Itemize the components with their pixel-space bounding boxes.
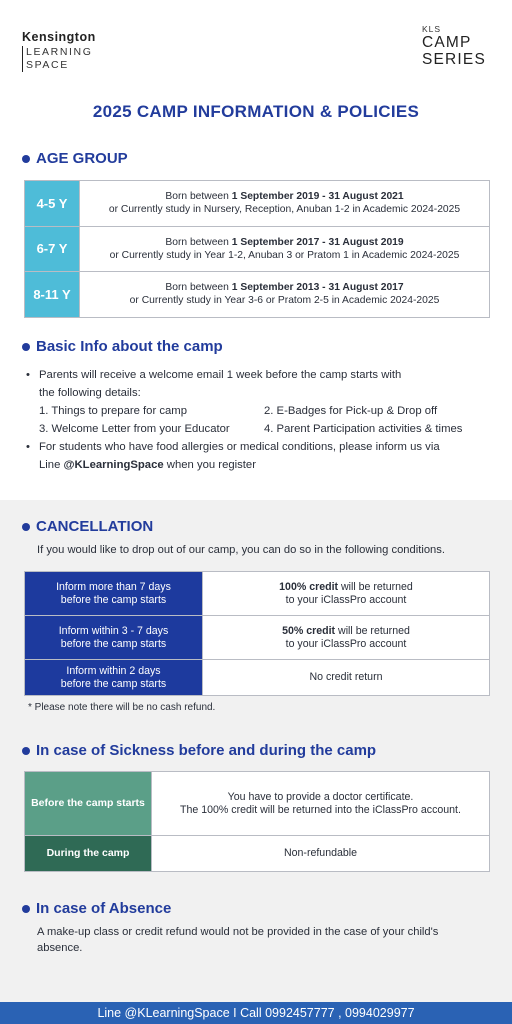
- logo-line-2: LEARNING: [26, 46, 93, 58]
- bullet-dot-icon: [22, 905, 30, 913]
- header: [0, 0, 512, 92]
- logo-brand: Kensington: [22, 30, 96, 44]
- sickness-table: [24, 771, 490, 872]
- age-description: Born between 1 September 2013 - 31 August 2017 or Currently study in Year 3-6 or Pratom 2-5 in Academic 2024-2025: [80, 272, 490, 318]
- table-row: [25, 572, 490, 616]
- bullet-dot-icon: [22, 747, 30, 755]
- cancellation-result: 50% credit will be returned to your iClassPro account: [203, 616, 490, 660]
- bullet-dot-icon: [22, 155, 30, 163]
- table-row: [25, 836, 490, 872]
- series-line-1: CAMP: [421, 34, 472, 51]
- detail-item: 1. Things to prepare for camp: [39, 405, 187, 417]
- age-label: 4-5 Y: [25, 181, 80, 227]
- table-row: [25, 226, 490, 272]
- age-label: 8-11 Y: [25, 272, 80, 318]
- sickness-result: Non-refundable: [152, 836, 490, 872]
- basic-info-list: [26, 366, 496, 474]
- age-group-heading: AGE GROUP: [22, 150, 128, 167]
- detail-grid: [26, 402, 496, 438]
- series-small: KLS: [421, 24, 442, 34]
- logo-line-3: SPACE: [26, 59, 69, 71]
- cancellation-condition: Inform within 2 days before the camp starts: [25, 660, 203, 696]
- bullet-dot-icon: [22, 343, 30, 351]
- age-description: Born between 1 September 2017 - 31 August 2019 or Currently study in Year 1-2, Anuban 3 or Pratom 1 in Academic 2024-2025: [80, 226, 490, 272]
- series-line-2: SERIES: [421, 51, 486, 68]
- age-description: Born between 1 September 2019 - 31 August 2021 or Currently study in Nursery, Reception, Anuban 1-2 in Academic 2024-2025: [80, 181, 490, 227]
- sickness-condition: Before the camp starts: [25, 772, 152, 836]
- list-item: • Parents will receive a welcome email 1 week before the camp starts with the following details:: [26, 369, 402, 399]
- table-row: [25, 272, 490, 318]
- detail-item: 3. Welcome Letter from your Educator: [39, 423, 230, 435]
- table-row: [25, 181, 490, 227]
- detail-item: 2. E-Badges for Pick-up & Drop off: [264, 405, 438, 417]
- bullet-dot-icon: [22, 523, 30, 531]
- detail-item: 4. Parent Participation activities & times: [264, 423, 463, 435]
- page-title: 2025 CAMP INFORMATION & POLICIES: [92, 102, 420, 121]
- cash-refund-note: * Please note there will be no cash refund.: [28, 702, 216, 713]
- contact-footer: Line @KLearningSpace I Call 0992457777 , 0994029977: [0, 1002, 512, 1024]
- sickness-result: You have to provide a doctor certificate. The 100% credit will be returned into the iClassPro account.: [152, 772, 490, 836]
- camp-series-logo: [422, 24, 486, 68]
- cancellation-result: No credit return: [203, 660, 490, 696]
- cancellation-table: [24, 571, 490, 696]
- age-group-table: [24, 180, 490, 318]
- cancellation-result: 100% credit will be returned to your iClassPro account: [203, 572, 490, 616]
- absence-heading: In case of Absence: [22, 900, 171, 917]
- age-label: 6-7 Y: [25, 226, 80, 272]
- sickness-heading: In case of Sickness before and during the camp: [22, 742, 376, 759]
- cancellation-condition: Inform within 3 - 7 days before the camp starts: [25, 616, 203, 660]
- cancellation-intro: If you would like to drop out of our camp, you can do so in the following conditions.: [37, 544, 445, 556]
- table-row: [25, 660, 490, 696]
- kensington-logo: [22, 30, 96, 72]
- absence-text: A make-up class or credit refund would not be provided in the case of your child's absence.: [37, 926, 439, 954]
- basic-info-heading: Basic Info about the camp: [22, 338, 223, 355]
- cancellation-heading: CANCELLATION: [22, 518, 153, 535]
- list-item: • For students who have food allergies or medical conditions, please inform us via Line @KLearningSpace when you register: [26, 441, 440, 471]
- table-row: [25, 772, 490, 836]
- table-row: [25, 616, 490, 660]
- cancellation-condition: Inform more than 7 days before the camp starts: [25, 572, 203, 616]
- sickness-condition: During the camp: [25, 836, 152, 872]
